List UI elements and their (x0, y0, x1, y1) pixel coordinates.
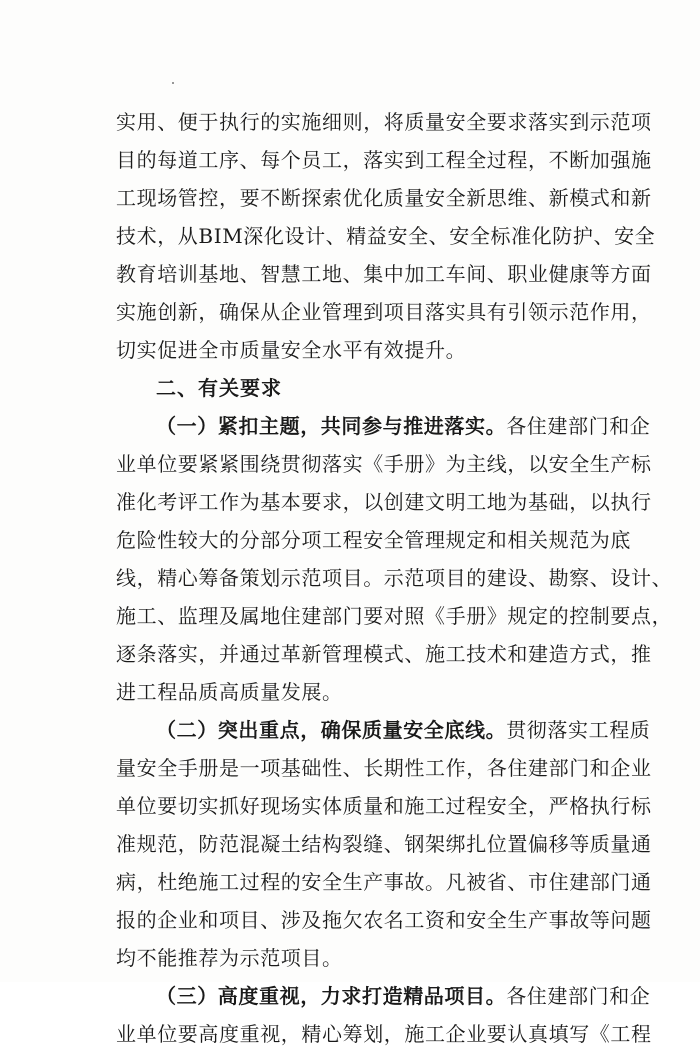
text-line: 教育培训基地、智慧工地、集中加工车间、职业健康等方面 (116, 262, 652, 286)
text-line: 技术，从BIM深化设计、精益安全、安全标准化防护、安全 (116, 224, 656, 248)
text-line: 均不能推荐为示范项目。 (116, 946, 343, 970)
scan-speck (172, 82, 174, 84)
item-first-line (116, 407, 651, 445)
document-body (116, 103, 673, 1053)
text-line: 病，杜绝施工过程的安全生产事故。凡被省、市住建部门通 (116, 870, 652, 894)
text-line: 逐条落实，并通过革新管理模式、施工技术和建造方式，推 (116, 642, 652, 666)
requirement-item-1 (116, 407, 673, 711)
item-lead: （二）突出重点，确保质量安全底线。 (156, 718, 507, 742)
text-line: 准化考评工作为基本要求，以创建文明工地为基础，以执行 (116, 490, 652, 514)
item-first-line (116, 977, 651, 1015)
requirement-item-3 (116, 977, 652, 1053)
item-lead: （三）高度重视，力求打造精品项目。 (156, 984, 507, 1008)
paragraph-continuation (116, 103, 656, 369)
text-line: 实用、便于执行的实施细则，将质量安全要求落实到示范项 (116, 110, 652, 134)
item-first-rest: 各住建部门和企 (506, 414, 651, 438)
text-line: 工现场管控，要不断探索优化质量安全新思维、新模式和新 (116, 186, 652, 210)
text-line: 量安全手册是一项基础性、长期性工作，各住建部门和企业 (116, 756, 652, 780)
text-line: 业单位要高度重视，精心筹划，施工企业要认真填写《工程 (116, 1022, 652, 1046)
text-line: 进工程品质高质量发展。 (116, 680, 343, 704)
item-first-line (116, 711, 651, 749)
text-line: 危险性较大的分部分项工程安全管理规定和相关规范为底 (116, 528, 631, 552)
text-line: 业单位要紧紧围绕贯彻落实《手册》为主线，以安全生产标 (116, 452, 652, 476)
item-lead: （一）紧扣主题，共同参与推进落实。 (156, 414, 507, 438)
section-heading: 二、有关要求 (156, 376, 282, 400)
text-line: 准规范，防范混凝土结构裂缝、钢架绑扎位置偏移等质量通 (116, 832, 652, 856)
text-line: 施工、监理及属地住建部门要对照《手册》规定的控制要点， (116, 604, 673, 628)
text-line: 单位要切实抓好现场实体质量和施工过程安全，严格执行标 (116, 794, 652, 818)
requirement-item-2 (116, 711, 652, 977)
text-line: 实施创新，确保从企业管理到项目落实具有引领示范作用， (116, 300, 652, 324)
item-first-rest: 各住建部门和企 (506, 984, 651, 1008)
item-first-rest: 贯彻落实工程质 (506, 718, 651, 742)
text-line: 目的每道工序、每个员工，落实到工程全过程，不断加强施 (116, 148, 652, 172)
text-line: 报的企业和项目、涉及拖欠农名工资和安全生产事故等问题 (116, 908, 652, 932)
text-line: 线，精心筹备策划示范项目。示范项目的建设、勘察、设计、 (116, 566, 673, 590)
text-line: 切实促进全市质量安全水平有效提升。 (116, 338, 467, 362)
